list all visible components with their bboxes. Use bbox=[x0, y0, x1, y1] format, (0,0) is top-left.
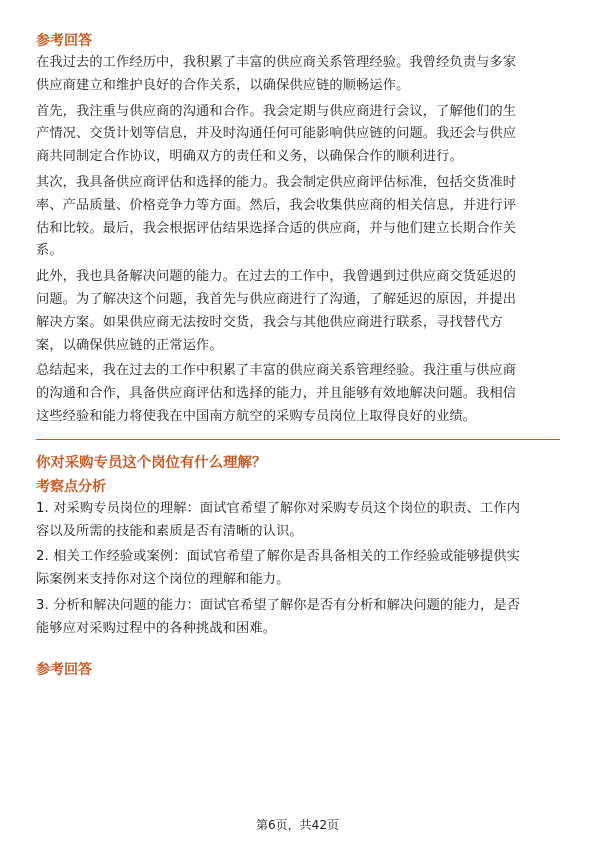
answer-line: 商共同制定合作协议，明确双方的责任和义务，以确保合作的顺利进行。 bbox=[36, 149, 463, 165]
answer-line: 首先，我注重与供应商的沟通和合作。我会定期与供应商进行会议，了解他们的生 bbox=[36, 103, 517, 119]
section-divider bbox=[36, 439, 560, 440]
page-footer: 第6页，共42页 bbox=[256, 818, 339, 832]
analysis-point-line: 际案例来支持你对这个岗位的理解和能力。 bbox=[36, 572, 290, 588]
question-title: 你对采购专员这个岗位有什么理解？ bbox=[36, 454, 267, 471]
answer-line: 的沟通和合作，具备供应商评估和选择的能力，并且能够有效地解决问题。我相信 bbox=[36, 386, 517, 402]
answer-heading-2: 参考回答 bbox=[36, 661, 92, 678]
answer-line: 案，以确保供应链的正常运作。 bbox=[36, 337, 223, 353]
answer-paragraph bbox=[36, 101, 560, 169]
analysis-point-paragraph bbox=[36, 595, 560, 641]
answer-line: 供应商建立和维护良好的合作关系，以确保供应链的顺畅运作。 bbox=[36, 77, 410, 93]
answer-line: 产情况、交货计划等信息，并及时沟通任何可能影响供应链的问题。我还会与供应 bbox=[36, 126, 517, 142]
answer-paragraph bbox=[36, 172, 560, 263]
analysis-heading: 考察点分析 bbox=[36, 478, 106, 495]
analysis-point-line: 容以及所需的技能和素质是否有清晰的认识。 bbox=[36, 523, 303, 539]
page-content bbox=[36, 30, 560, 681]
answer-paragraph bbox=[36, 360, 560, 428]
answer-line: 问题。为了解决这个问题，我首先与供应商进行了沟通，了解延迟的原因，并提出 bbox=[36, 291, 517, 307]
analysis-points bbox=[36, 498, 560, 641]
answer-line: 系。 bbox=[36, 243, 63, 259]
answer-paragraph bbox=[36, 266, 560, 357]
answer-line: 估和比较。最后，我会根据评估结果选择合适的供应商，并与他们建立长期合作关 bbox=[36, 220, 517, 236]
answer-line: 此外，我也具备解决问题的能力。在过去的工作中，我曾遇到过供应商交货延迟的 bbox=[36, 269, 517, 285]
analysis-point-line: 1. 对采购专员岗位的理解：面试官希望了解你对采购专员这个岗位的职责、工作内 bbox=[36, 500, 521, 516]
analysis-point-line: 2. 相关工作经验或案例：面试官希望了解你是否具备相关的工作经验或能够提供实 bbox=[36, 549, 521, 565]
answer-paragraph bbox=[36, 52, 560, 98]
analysis-point-paragraph bbox=[36, 498, 560, 544]
analysis-point-line: 3. 分析和解决问题的能力：面试官希望了解你是否有分析和解决问题的能力，是否 bbox=[36, 597, 521, 613]
answer-line: 其次，我具备供应商评估和选择的能力。我会制定供应商评估标准，包括交货准时 bbox=[36, 174, 517, 190]
answer-heading: 参考回答 bbox=[36, 33, 92, 49]
answer-line: 这些经验和能力将使我在中国南方航空的采购专员岗位上取得良好的业绩。 bbox=[36, 408, 477, 424]
analysis-point-paragraph bbox=[36, 546, 560, 592]
answer-body bbox=[36, 52, 560, 429]
analysis-point-line: 能够应对采购过程中的各种挑战和困难。 bbox=[36, 620, 277, 636]
answer-line: 率、产品质量、价格竞争力等方面。然后，我会收集供应商的相关信息，并进行评 bbox=[36, 197, 517, 213]
answer-line: 总结起来，我在过去的工作中积累了丰富的供应商关系管理经验。我注重与供应商 bbox=[36, 363, 517, 379]
answer-line: 解决方案。如果供应商无法按时交货，我会与其他供应商进行联系，寻找替代方 bbox=[36, 314, 503, 330]
answer-line: 在我过去的工作经历中，我积累了丰富的供应商关系管理经验。我曾经负责与多家 bbox=[36, 55, 517, 70]
